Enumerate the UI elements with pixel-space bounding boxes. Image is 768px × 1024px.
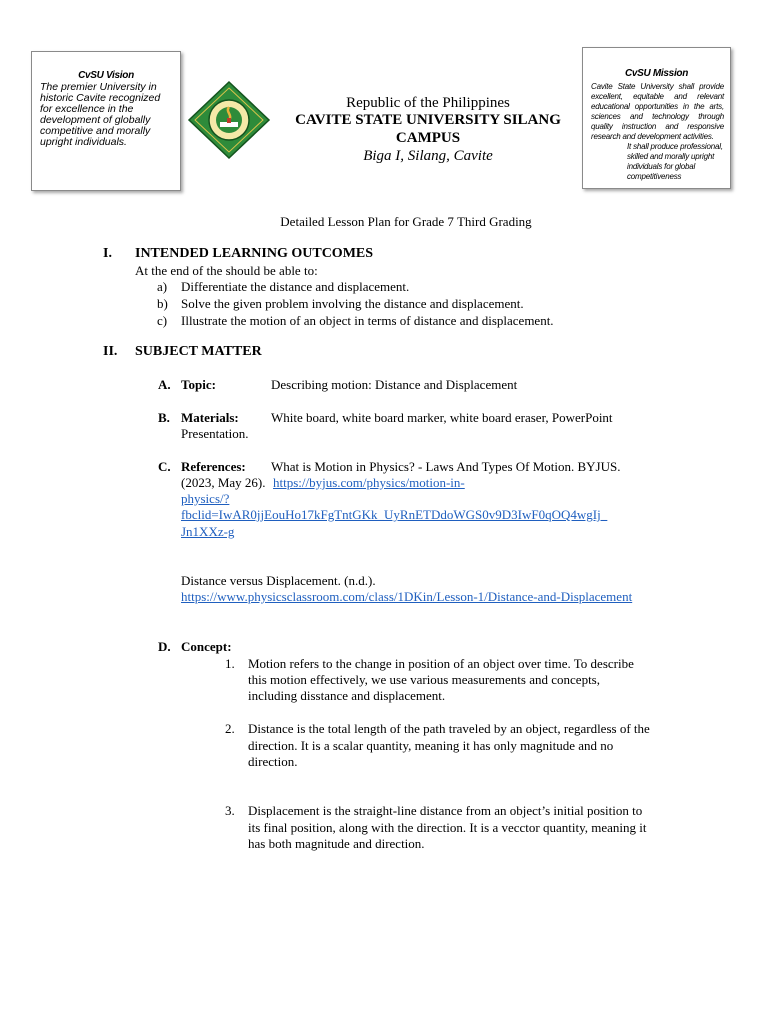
- outcome-marker-a: a): [157, 279, 168, 294]
- reference1-link-line2[interactable]: physics/?: [181, 491, 230, 506]
- concept-1-line3: including disstance and displacement.: [248, 688, 446, 703]
- reference1-text: What is Motion in Physics? - Laws And Types Of Motion. BYJUS.: [271, 459, 621, 474]
- outcome-text-a: Differentiate the distance and displacement.: [181, 279, 410, 294]
- section2-number: II.: [103, 344, 118, 359]
- header-campus: CAMPUS: [395, 130, 461, 146]
- topic-text: Describing motion: Distance and Displacement: [271, 377, 518, 392]
- reference1-date: (2023, May 26).: [181, 475, 266, 490]
- topic-marker: A.: [158, 377, 171, 392]
- concept-marker: D.: [158, 639, 171, 654]
- materials-text-cont: Presentation.: [181, 426, 249, 441]
- reference2-text: Distance versus Displacement. (n.d.).: [181, 573, 376, 588]
- concept-3-line1: Displacement is the straight-line distance from an object’s initial position to: [248, 803, 643, 818]
- vision-title: CvSU Vision: [78, 70, 134, 81]
- concept-number-3: 3.: [225, 803, 235, 818]
- concept-2-line3: direction.: [248, 754, 298, 769]
- section2-heading: SUBJECT MATTER: [135, 344, 262, 359]
- concept-1-line1: Motion refers to the change in position of an object over time. To describe: [248, 656, 634, 671]
- section1-number: I.: [103, 246, 112, 261]
- vision-box: [31, 51, 181, 191]
- reference1-link-line3[interactable]: fbclid=IwAR0jjEouHo17kFgTntGKk_UyRnETDdoWGS0v9D3IwF0qOQ4wgIj_: [181, 507, 608, 522]
- document-title: Detailed Lesson Plan for Grade 7 Third Grading: [280, 214, 532, 229]
- concept-3-line3: has both magnitude and direction.: [248, 836, 425, 851]
- concept-number-1: 1.: [225, 656, 235, 671]
- mission-text-part1: Cavite State University shall provide excellent, equitable and relevant educational opportunities in the arts, sciences and technology through quality instruction and responsive research and development activities.: [591, 82, 724, 141]
- outcome-text-b: Solve the given problem involving the distance and displacement.: [181, 296, 524, 311]
- mission-text-part2: It shall produce professional, skilled and morally upright individuals for global competitiveness: [627, 142, 723, 181]
- concept-2-line1: Distance is the total length of the path traveled by an object, regardless of the: [248, 721, 650, 736]
- concept-2-line2: direction. It is a scalar quantity, meaning it has only magnitude and no: [248, 738, 614, 753]
- references-label: References:: [181, 459, 246, 474]
- topic-label: Topic:: [181, 377, 216, 392]
- references-marker: C.: [158, 459, 171, 474]
- section1-heading: INTENDED LEARNING OUTCOMES: [135, 246, 374, 261]
- materials-marker: B.: [158, 410, 170, 425]
- header-address: Biga I, Silang, Cavite: [363, 148, 493, 164]
- reference1-link-line1[interactable]: https://byjus.com/physics/motion-in-: [273, 475, 465, 490]
- outcome-marker-b: b): [157, 296, 168, 311]
- concept-label: Concept:: [181, 639, 232, 654]
- outcome-text-c: Illustrate the motion of an object in terms of distance and displacement.: [181, 313, 554, 328]
- reference2-link[interactable]: https://www.physicsclassroom.com/class/1DKin/Lesson-1/Distance-and-Displacement: [181, 589, 633, 604]
- mission-box: [582, 47, 731, 189]
- section1-intro: At the end of the should be able to:: [135, 263, 318, 278]
- concept-1-line2: this motion effectively, we use various measurements and concepts,: [248, 672, 600, 687]
- mission-text: [591, 82, 724, 182]
- materials-text: White board, white board marker, white board eraser, PowerPoint: [271, 410, 613, 425]
- concept-3-line2: its final position, along with the direction. It is a vecctor quantity, meaning it: [248, 820, 647, 835]
- header-university: CAVITE STATE UNIVERSITY SILANG: [295, 112, 561, 128]
- vision-text: The premier University in historic Cavite recognized for excellence in the development of globally competitive and morally upright individuals.: [40, 81, 161, 148]
- reference1-link-line4[interactable]: Jn1XXz-g: [181, 524, 235, 539]
- outcome-marker-c: c): [157, 313, 168, 328]
- university-seal-logo: [187, 80, 271, 160]
- mission-title: CvSU Mission: [624, 68, 689, 79]
- header-republic: Republic of the Philippines: [346, 95, 510, 111]
- materials-label: Materials:: [181, 410, 239, 425]
- concept-number-2: 2.: [225, 721, 235, 736]
